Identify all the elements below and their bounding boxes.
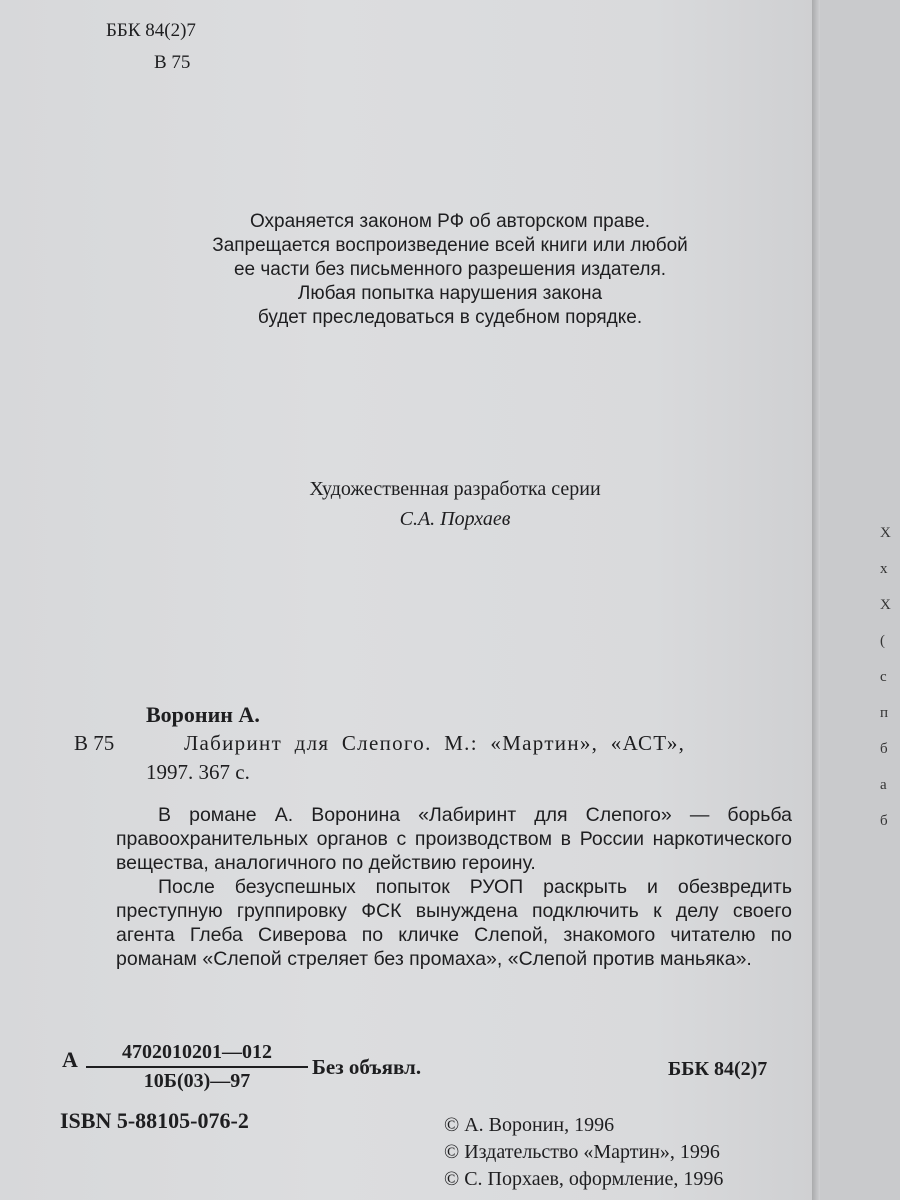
isbn: ISBN 5-88105-076-2	[60, 1108, 249, 1133]
edge-glyph: Х	[880, 525, 891, 541]
annotation-paragraph: В романе А. Воронина «Лабиринт для Слепого» — борьба правоохранительных органов с производством в России наркотического вещества, аналогичного по действию героину.	[116, 804, 792, 874]
imprint-code-fraction	[86, 1041, 308, 1093]
book-title-line: Лабиринт для Слепого. М.: «Мартин», «АСТ»,	[184, 731, 686, 755]
annotation-paragraph: После безуспешных попыток РУОП раскрыть и обезвредить преступную группировку ФСК вынуждена подключить к делу своего агента Глеба Сиверова по кличке Слепой, знакомого читателю по романам «Слепой стреляет без промаха», «Слепой против маньяка».	[116, 876, 792, 970]
copyright-holder-line: © Издательство «Мартин», 1996	[444, 1141, 720, 1163]
bbk-classification-top: ББК 84(2)7	[106, 20, 196, 41]
edge-glyph: б	[880, 741, 888, 757]
copyright-notice-line: Любая попытка нарушения закона	[297, 283, 603, 304]
imprint-letter: А	[62, 1047, 78, 1072]
copyright-holders	[444, 1112, 723, 1193]
copyright-notice-line: Охраняется законом РФ об авторском праве.	[249, 211, 651, 232]
copyright-holder-line: © А. Воронин, 1996	[444, 1114, 615, 1136]
author-name: Воронин А.	[146, 702, 260, 727]
author-code: В 75	[74, 731, 115, 755]
publication-year-pages: 1997. 367 с.	[146, 760, 250, 784]
bbk-classification-bottom: ББК 84(2)7	[668, 1058, 768, 1080]
no-announcement-note: Без объявл.	[312, 1055, 422, 1079]
page-gutter-shadow	[812, 0, 820, 1200]
edge-glyph: х	[880, 561, 888, 577]
series-designer-name: С.А. Порхаев	[399, 508, 511, 530]
copyright-notice-line: будет преследоваться в судебном порядке.	[257, 307, 643, 328]
imprint-numerator: 4702010201—012	[122, 1041, 272, 1063]
edge-glyph: Х	[880, 597, 891, 613]
copyright-notice-line: ее части без письменного разрешения издателя.	[233, 259, 667, 280]
copyright-notice-line: Запрещается воспроизведение всей книги или любой	[212, 235, 688, 256]
copyright-holder-line: © С. Порхаев, оформление, 1996	[444, 1168, 724, 1190]
copyright-notice	[150, 210, 750, 330]
edge-glyph: б	[880, 813, 888, 829]
adjacent-page-text-fragments	[880, 525, 900, 849]
author-code-top: В 75	[154, 52, 191, 73]
edge-glyph: (	[880, 633, 885, 649]
imprint-denominator: 10Б(03)—97	[143, 1070, 251, 1092]
book-annotation	[116, 803, 792, 971]
fraction-bar	[86, 1066, 308, 1068]
series-design-label: Художественная разработка серии	[309, 478, 601, 500]
edge-glyph: а	[880, 777, 887, 793]
edge-glyph: п	[880, 705, 889, 721]
edge-glyph: с	[880, 669, 887, 685]
